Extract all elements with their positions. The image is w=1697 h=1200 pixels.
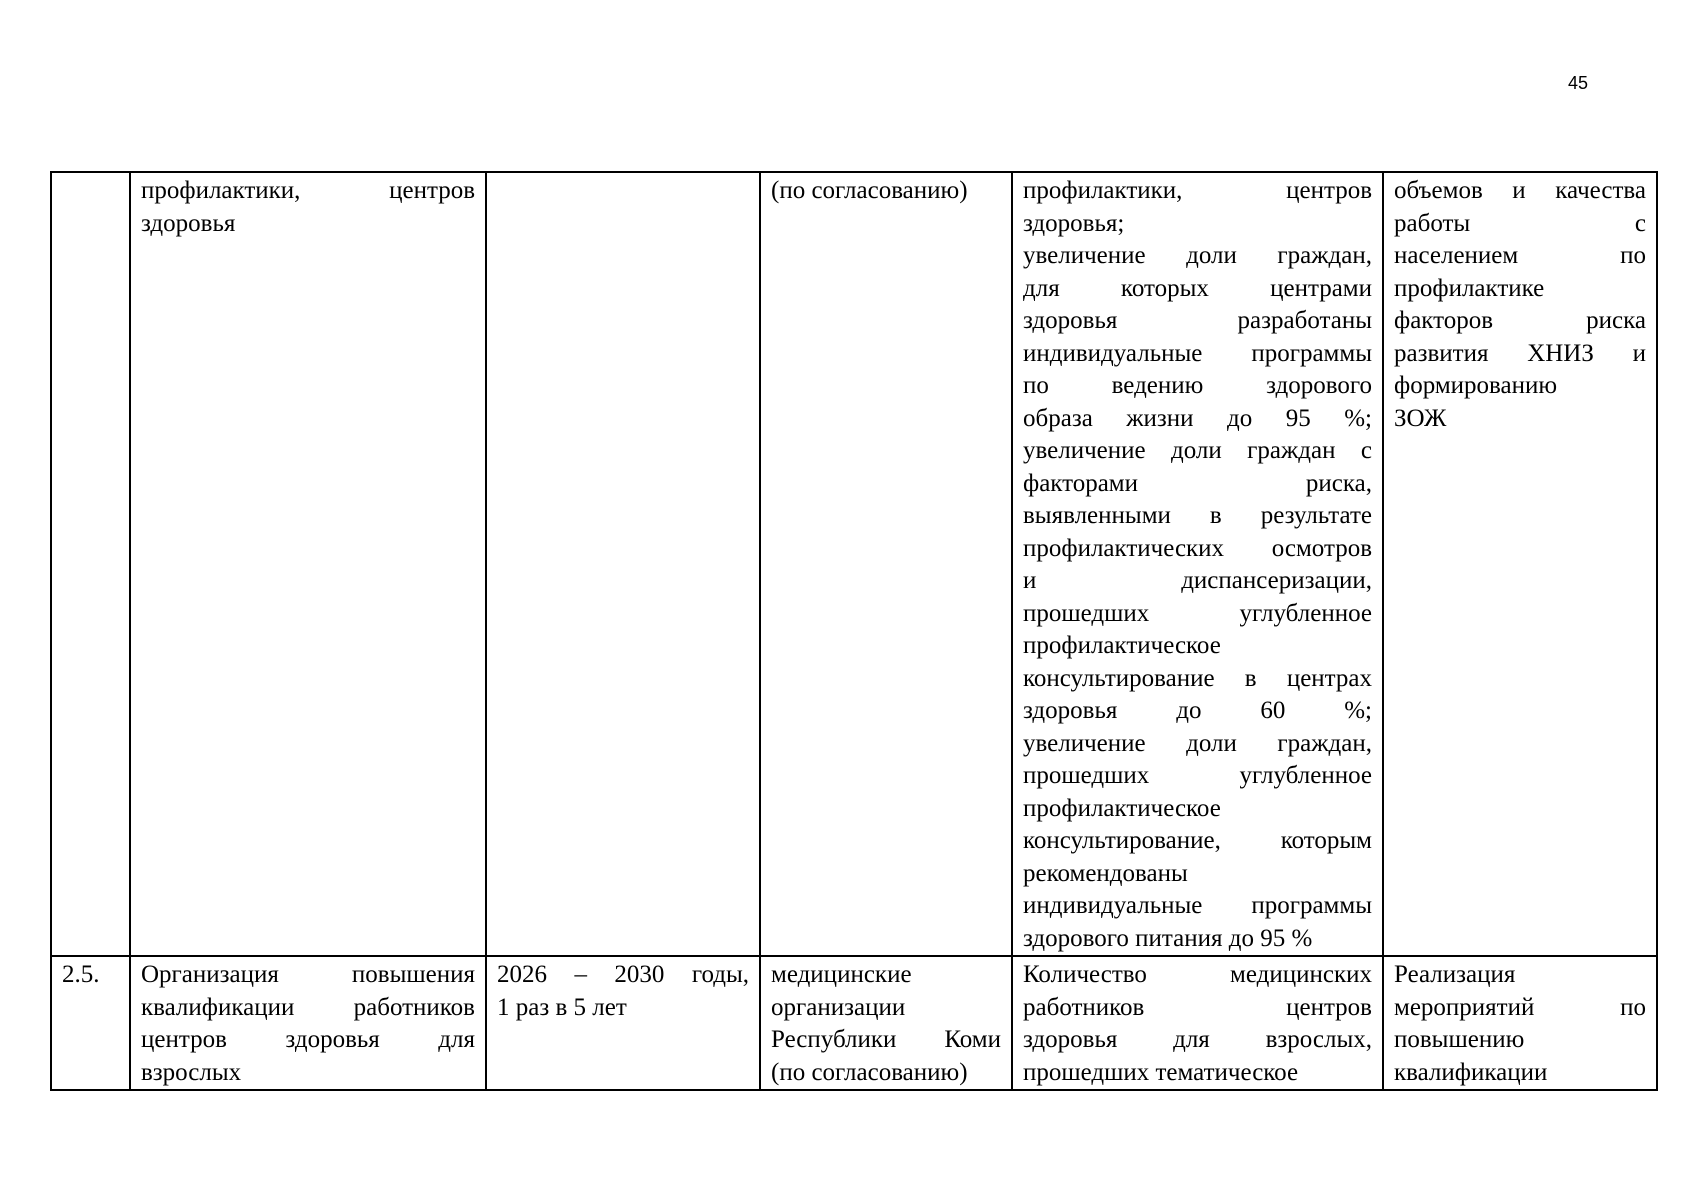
cell-executor [760,956,1012,1090]
cell-text-line: профилактическое [1023,794,1221,822]
cell-text-line: консультирование в центрах [1023,664,1372,692]
table-row [51,956,1657,1090]
cell-text-line: Республики Коми [771,1026,1001,1053]
cell-text-line: факторов риска [1394,307,1646,334]
cell-text-line: квалификации [1394,1058,1548,1086]
cell-term [486,172,760,956]
cell-text-line: здоровья до 60 %; [1023,697,1372,724]
cell-text-line: увеличение доли граждан, [1023,242,1372,269]
cell-text-line: развития ХНИЗ и [1394,339,1646,367]
cell-text-line: для которых центрами [1023,274,1372,302]
cell-text-line: профилактических осмотров [1023,534,1372,562]
row-number: 2.5. [62,961,100,988]
cell-text-line: факторами риска, [1023,469,1372,497]
cell-result [1383,172,1657,956]
cell-text-line: прошедших углубленное [1023,762,1372,789]
cell-text-line: ЗОЖ [1394,404,1447,432]
cell-text-line: здоровья [141,209,236,237]
table-row [51,172,1657,956]
cell-text-line: и диспансеризации, [1023,567,1372,594]
cell-text-line: Реализация [1394,961,1516,988]
cell-text-line: квалификации работников [141,993,475,1021]
cell-text-line: здоровья для взрослых, [1023,1026,1372,1053]
cell-text-line: выявленными в результате [1023,502,1372,529]
cell-text-line: медицинские [771,961,912,988]
cell-activity [130,172,486,956]
cell-activity [130,956,486,1090]
cell-text-line: профилактики, центров [141,177,475,204]
cell-text-line: здоровья; [1023,209,1125,237]
cell-text-line: населением по [1394,242,1646,269]
cell-text-line: здоровья разработаны [1023,307,1372,334]
cell-text-line: прошедших тематическое [1023,1058,1299,1086]
cell-text-line: (по согласованию) [771,177,968,204]
cell-text-line: профилактике [1394,274,1545,302]
cell-text-line: индивидуальные программы [1023,892,1372,919]
cell-text-line: Количество медицинских [1023,961,1372,988]
cell-text-line: увеличение доли граждан, [1023,729,1372,757]
cell-text-line: индивидуальные программы [1023,339,1372,367]
cell-executor [760,172,1012,956]
cell-text-line: по ведению здорового [1023,372,1372,399]
cell-result [1383,956,1657,1090]
cell-indicator [1012,172,1383,956]
cell-text-line: мероприятий по [1394,993,1646,1021]
cell-indicator [1012,956,1383,1090]
cell-text-line: работы с [1394,209,1646,237]
cell-text-line: консультирование, которым [1023,827,1372,854]
cell-number [51,956,130,1090]
cell-text-line: взрослых [141,1058,242,1086]
cell-text-line: Организация повышения [141,961,475,988]
cell-text-line: (по согласованию) [771,1058,968,1086]
cell-text-line: организации [771,993,906,1021]
cell-term [486,956,760,1090]
cell-text-line: здорового питания до 95 % [1023,924,1313,952]
measures-table [50,171,1658,1091]
cell-text-line: работников центров [1023,993,1372,1021]
cell-text-line: увеличение доли граждан с [1023,437,1372,464]
cell-text-line: 1 раз в 5 лет [497,993,627,1021]
cell-text-line: центров здоровья для [141,1026,475,1053]
cell-text-line: рекомендованы [1023,859,1188,887]
cell-text-line: формированию [1394,372,1558,399]
cell-text-line: 2026 – 2030 годы, [497,961,749,988]
cell-text-line: объемов и качества [1394,177,1646,204]
page-number: 45 [1568,73,1589,93]
cell-text-line: профилактическое [1023,632,1221,659]
cell-text-line: профилактики, центров [1023,177,1372,204]
cell-text-line: образа жизни до 95 %; [1023,404,1372,432]
cell-number [51,172,130,956]
cell-text-line: прошедших углубленное [1023,599,1372,627]
cell-text-line: повышению [1394,1026,1525,1053]
table-body [51,172,1657,1090]
